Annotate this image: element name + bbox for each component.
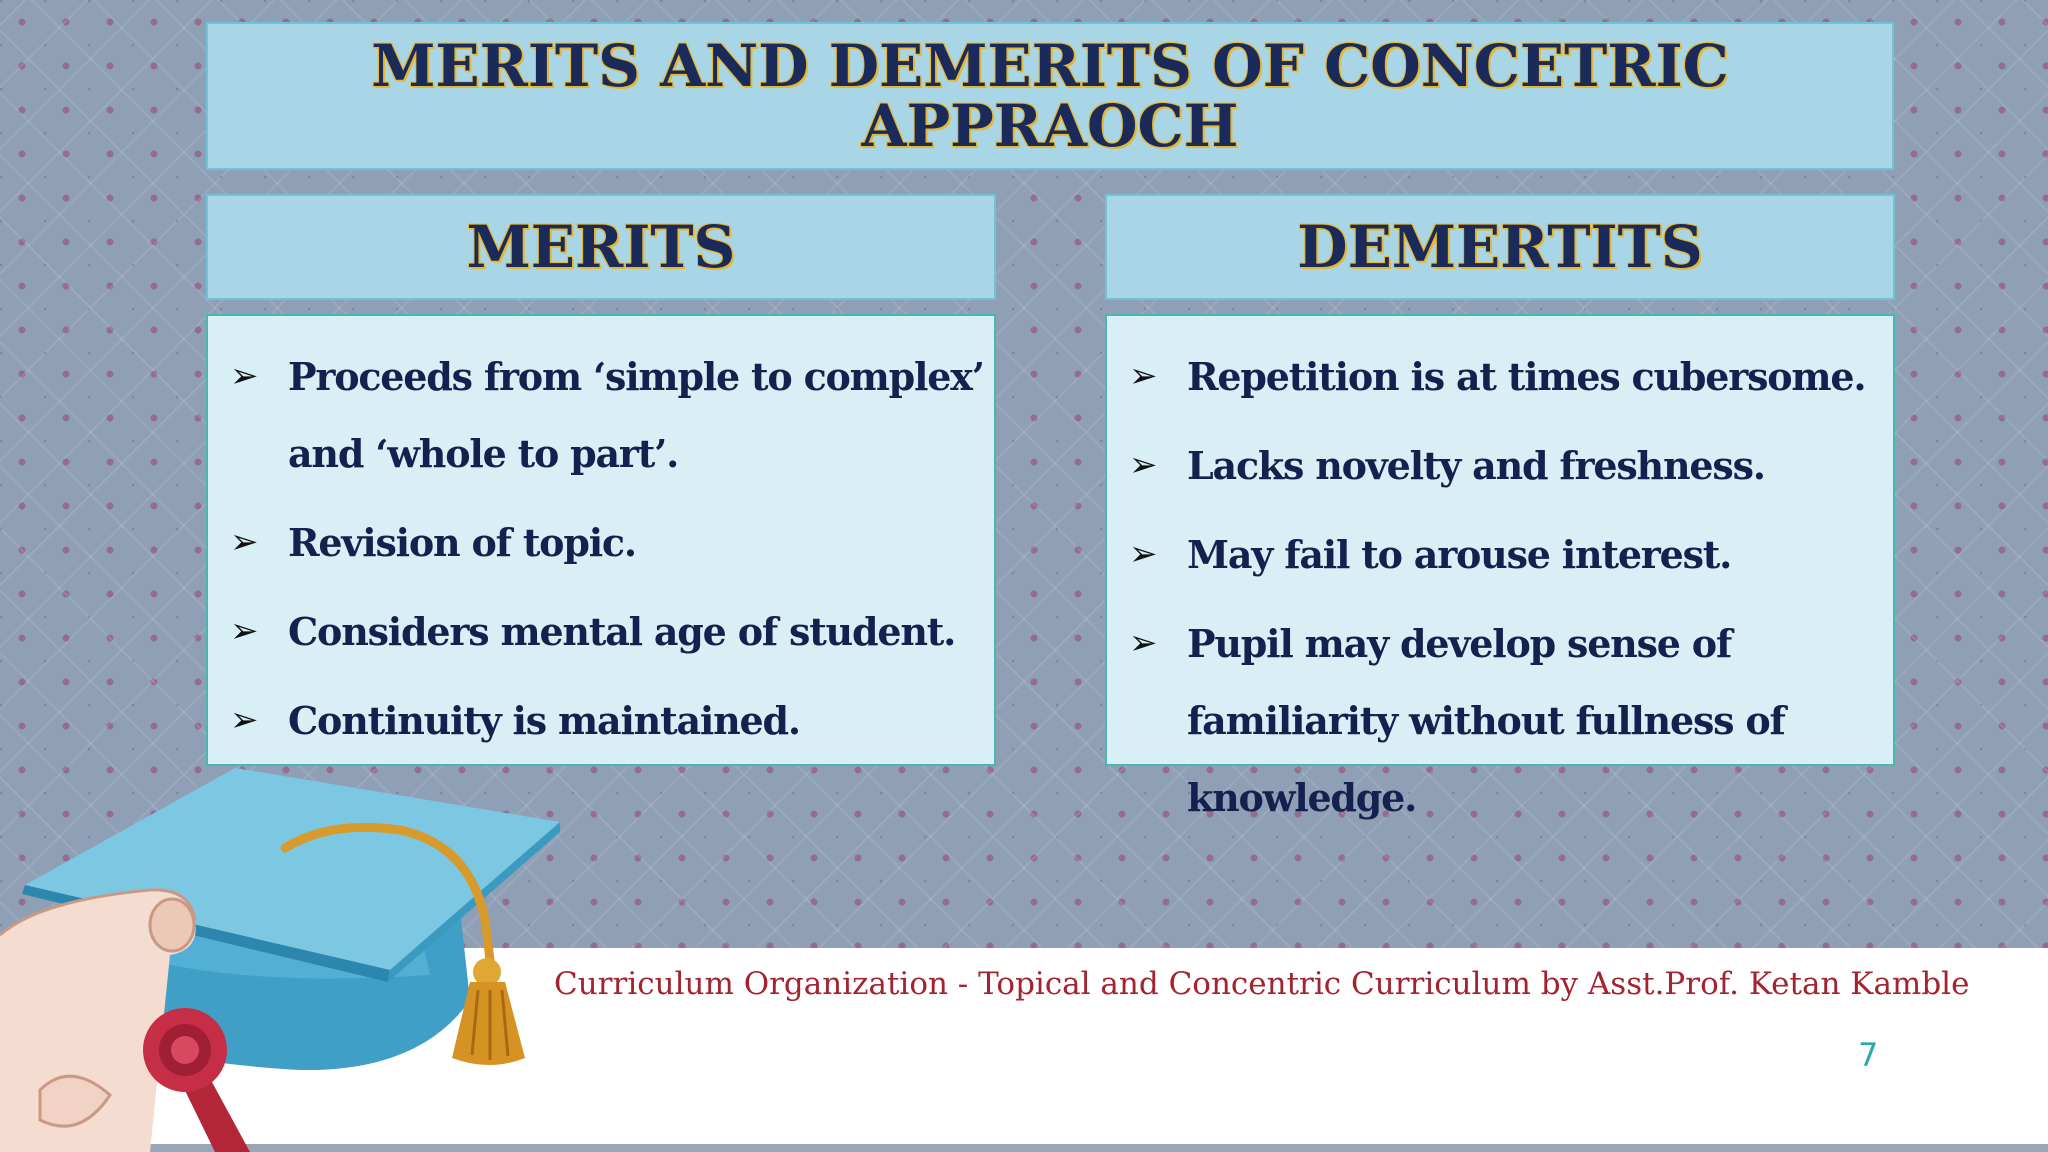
list-item [1117,605,1883,836]
demerit-text: Repetition is at times cubersome. [1187,354,1866,399]
merit-text: Proceeds from ‘simple to complex’ and ‘whole to part’. [288,354,984,476]
merits-heading: MERITS [466,213,736,281]
merits-list-box [206,314,996,766]
list-item [1117,427,1883,504]
demerits-heading: DEMERTITS [1297,213,1703,281]
slide-title: MERITS AND DEMERITS OF CONCETRIC APPRAOCH [371,32,1729,160]
page-number: 7 [1858,1036,1879,1074]
list-item [218,593,984,670]
merits-header [206,194,996,300]
merits-list [218,338,984,759]
demerits-list-box [1105,314,1895,820]
demerits-list [1117,338,1883,836]
arrow-bullet-icon: ➢ [1129,534,1158,574]
arrow-bullet-icon: ➢ [1129,356,1158,396]
arrow-bullet-icon: ➢ [1129,445,1158,485]
arrow-bullet-icon: ➢ [230,522,259,562]
demerit-text: May fail to arouse interest. [1187,532,1732,577]
arrow-bullet-icon: ➢ [1129,623,1158,663]
footer-credit: Curriculum Organization - Topical and Concentric Curriculum by Asst.Prof. Ketan Kamble [554,966,1970,1002]
list-item [1117,338,1883,415]
list-item [218,504,984,581]
list-item [218,338,984,492]
list-item [218,682,984,759]
arrow-bullet-icon: ➢ [230,700,259,740]
title-box [206,22,1894,170]
list-item [1117,516,1883,593]
merit-text: Considers mental age of student. [288,609,956,654]
merit-text: Continuity is maintained. [288,698,800,743]
graduation-decoration [0,760,560,1152]
demerits-header [1105,194,1895,300]
arrow-bullet-icon: ➢ [230,611,259,651]
demerit-text: Pupil may develop sense of familiarity without fullness of knowledge. [1187,621,1785,820]
arrow-bullet-icon: ➢ [230,356,259,396]
merit-text: Revision of topic. [288,520,636,565]
demerit-text: Lacks novelty and freshness. [1187,443,1765,488]
